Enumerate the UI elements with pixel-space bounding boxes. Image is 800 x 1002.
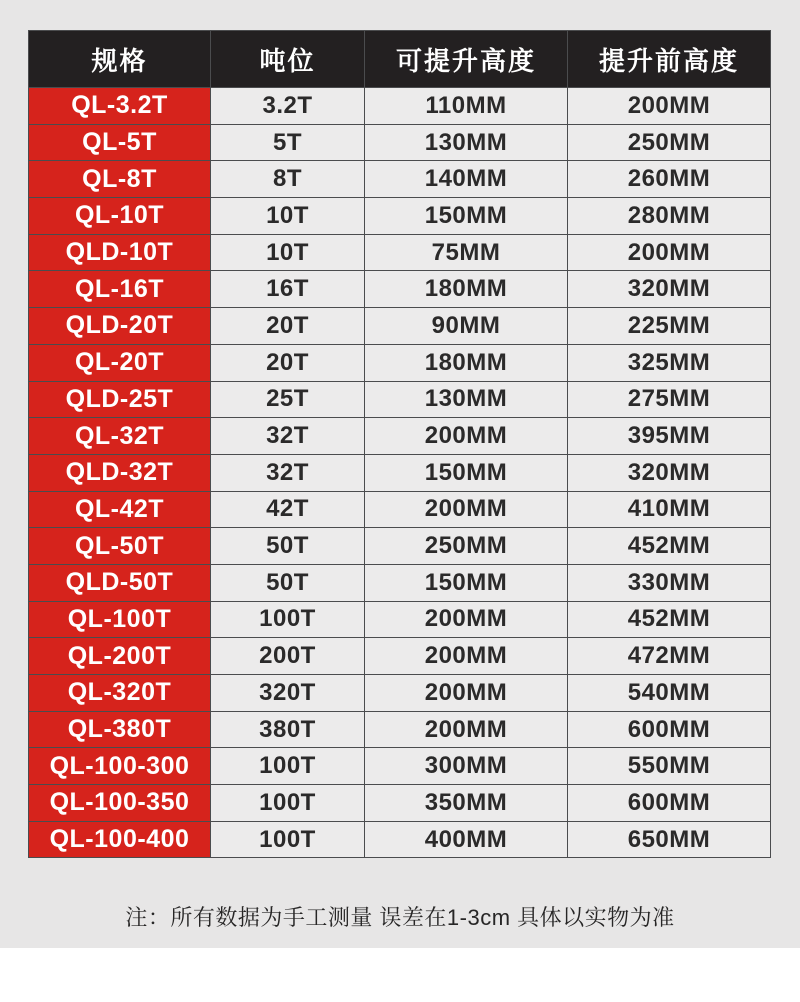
table-row [29,601,771,638]
value-cell: 200MM [568,88,771,125]
model-cell: QL-32T [29,418,211,455]
table-row [29,528,771,565]
model-cell: QLD-20T [29,308,211,345]
table-row [29,564,771,601]
value-cell: 350MM [365,785,568,822]
value-cell: 452MM [568,528,771,565]
model-cell: QL-8T [29,161,211,198]
model-cell: QL-3.2T [29,88,211,125]
model-cell: QL-100-300 [29,748,211,785]
value-cell: 10T [211,234,365,271]
value-cell: 650MM [568,821,771,858]
value-cell: 5T [211,124,365,161]
table-row [29,675,771,712]
value-cell: 180MM [365,344,568,381]
model-cell: QL-100-400 [29,821,211,858]
value-cell: 140MM [365,161,568,198]
value-cell: 130MM [365,124,568,161]
value-cell: 50T [211,564,365,601]
value-cell: 320T [211,675,365,712]
table-row [29,161,771,198]
value-cell: 250MM [365,528,568,565]
value-cell: 75MM [365,234,568,271]
table-row [29,381,771,418]
table-row [29,491,771,528]
value-cell: 10T [211,198,365,235]
value-cell: 600MM [568,711,771,748]
column-header: 吨位 [211,31,365,88]
value-cell: 200MM [365,418,568,455]
value-cell: 200MM [365,675,568,712]
table-row [29,234,771,271]
value-cell: 200T [211,638,365,675]
value-cell: 25T [211,381,365,418]
value-cell: 16T [211,271,365,308]
value-cell: 100T [211,748,365,785]
model-cell: QL-50T [29,528,211,565]
value-cell: 280MM [568,198,771,235]
table-row [29,308,771,345]
table-body [29,88,771,858]
column-header: 可提升高度 [365,31,568,88]
value-cell: 100T [211,785,365,822]
value-cell: 50T [211,528,365,565]
value-cell: 550MM [568,748,771,785]
model-cell: QL-10T [29,198,211,235]
table-row [29,785,771,822]
value-cell: 225MM [568,308,771,345]
value-cell: 150MM [365,454,568,491]
value-cell: 180MM [365,271,568,308]
value-cell: 200MM [365,711,568,748]
value-cell: 200MM [365,491,568,528]
value-cell: 90MM [365,308,568,345]
value-cell: 200MM [365,601,568,638]
value-cell: 20T [211,308,365,345]
value-cell: 200MM [568,234,771,271]
model-cell: QL-380T [29,711,211,748]
model-cell: QLD-50T [29,564,211,601]
table-row [29,88,771,125]
value-cell: 400MM [365,821,568,858]
table-header [29,31,771,88]
value-cell: 150MM [365,198,568,235]
value-cell: 472MM [568,638,771,675]
model-cell: QL-42T [29,491,211,528]
value-cell: 20T [211,344,365,381]
value-cell: 395MM [568,418,771,455]
table-row [29,638,771,675]
value-cell: 250MM [568,124,771,161]
value-cell: 320MM [568,271,771,308]
value-cell: 540MM [568,675,771,712]
table-row [29,271,771,308]
value-cell: 330MM [568,564,771,601]
value-cell: 130MM [365,381,568,418]
value-cell: 600MM [568,785,771,822]
table-row [29,344,771,381]
table-row [29,748,771,785]
value-cell: 42T [211,491,365,528]
model-cell: QLD-32T [29,454,211,491]
value-cell: 410MM [568,491,771,528]
model-cell: QL-20T [29,344,211,381]
value-cell: 452MM [568,601,771,638]
value-cell: 260MM [568,161,771,198]
model-cell: QLD-10T [29,234,211,271]
model-cell: QLD-25T [29,381,211,418]
value-cell: 380T [211,711,365,748]
value-cell: 275MM [568,381,771,418]
value-cell: 150MM [365,564,568,601]
table-row [29,124,771,161]
value-cell: 200MM [365,638,568,675]
table-row [29,454,771,491]
value-cell: 300MM [365,748,568,785]
value-cell: 32T [211,454,365,491]
model-cell: QL-320T [29,675,211,712]
model-cell: QL-5T [29,124,211,161]
value-cell: 8T [211,161,365,198]
model-cell: QL-200T [29,638,211,675]
table-row [29,821,771,858]
value-cell: 100T [211,601,365,638]
value-cell: 3.2T [211,88,365,125]
column-header: 规格 [29,31,211,88]
value-cell: 325MM [568,344,771,381]
table-row [29,711,771,748]
value-cell: 320MM [568,454,771,491]
model-cell: QL-16T [29,271,211,308]
note-text: 注：所有数据为手工测量 误差在1-3cm 具体以实物为准 [125,905,675,930]
value-cell: 100T [211,821,365,858]
model-cell: QL-100-350 [29,785,211,822]
header-row [29,31,771,88]
table-row [29,418,771,455]
value-cell: 32T [211,418,365,455]
value-cell: 110MM [365,88,568,125]
table-row [29,198,771,235]
model-cell: QL-100T [29,601,211,638]
column-header: 提升前高度 [568,31,771,88]
spec-table [28,30,771,858]
